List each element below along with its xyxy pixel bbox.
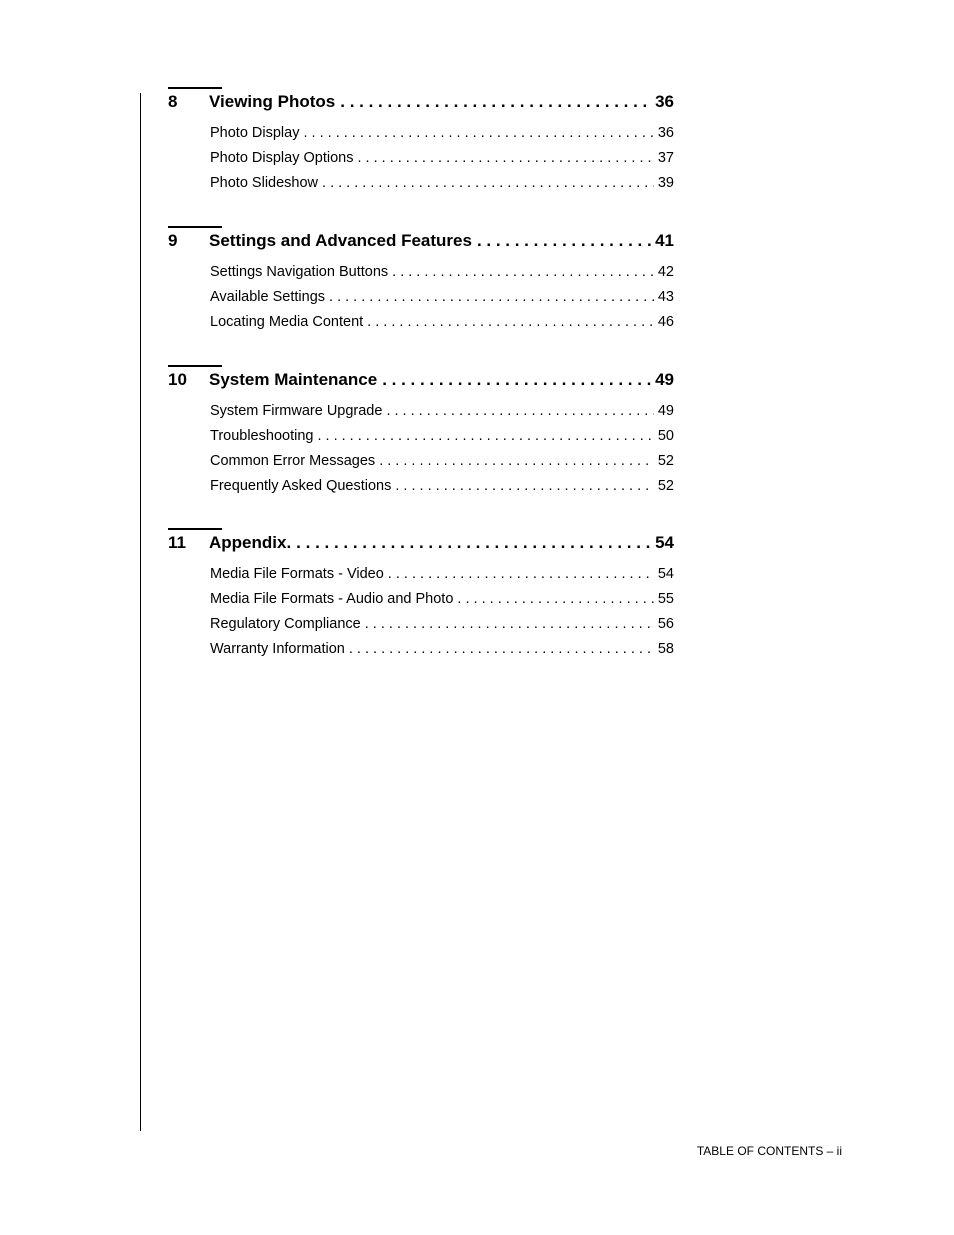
toc-entry[interactable] xyxy=(210,403,674,428)
chapter-title: Viewing Photos xyxy=(209,92,336,111)
page-footer: TABLE OF CONTENTS – ii xyxy=(696,1144,842,1158)
entry-page: 54 xyxy=(657,566,674,582)
entry-page: 43 xyxy=(657,289,674,305)
entry-page: 39 xyxy=(657,175,674,191)
chapter-page: 36 xyxy=(655,92,674,111)
entry-page: 37 xyxy=(657,150,674,166)
chapter-title: Settings and Advanced Features xyxy=(209,231,472,250)
toc-entry[interactable] xyxy=(210,641,674,666)
chapter-number: 10 xyxy=(168,370,187,389)
dot-leader xyxy=(379,453,654,469)
toc-entry[interactable] xyxy=(210,591,674,616)
entry-title: Media File Formats - Video xyxy=(210,566,384,582)
dot-leader xyxy=(322,175,654,191)
chapter-heading[interactable] xyxy=(168,92,674,116)
entry-page: 58 xyxy=(657,641,674,657)
dot-leader xyxy=(329,289,654,305)
entry-page: 46 xyxy=(657,314,674,330)
entry-title: Photo Display xyxy=(210,125,300,141)
entry-title: Settings Navigation Buttons xyxy=(210,264,389,280)
toc-entry[interactable] xyxy=(210,289,674,314)
chapter-title: System Maintenance xyxy=(209,370,378,389)
dot-leader xyxy=(303,125,653,141)
entry-title: Media File Formats - Audio and Photo xyxy=(210,591,454,607)
entry-page: 49 xyxy=(657,403,674,419)
dot-leader xyxy=(392,264,654,280)
toc-entries xyxy=(168,566,674,666)
dot-leader xyxy=(395,478,654,494)
entry-title: Photo Display Options xyxy=(210,150,354,166)
toc-entry[interactable] xyxy=(210,478,674,503)
toc-entry[interactable] xyxy=(210,125,674,150)
chapter-heading[interactable] xyxy=(168,231,674,255)
toc-entry[interactable] xyxy=(210,264,674,289)
chapter-number: 11 xyxy=(168,533,186,552)
section-rule xyxy=(168,365,222,367)
entry-page: 52 xyxy=(657,478,674,494)
entry-page: 56 xyxy=(657,616,674,632)
entry-page: 52 xyxy=(657,453,674,469)
dot-leader xyxy=(382,370,653,390)
entry-title: Photo Slideshow xyxy=(210,175,319,191)
entry-title: Common Error Messages xyxy=(210,453,376,469)
toc-section-8 xyxy=(168,87,674,200)
toc-entries xyxy=(168,264,674,339)
chapter-page: 41 xyxy=(655,231,674,250)
chapter-number: 9 xyxy=(168,231,178,250)
dot-leader xyxy=(477,231,653,251)
entry-title: Frequently Asked Questions xyxy=(210,478,392,494)
toc-entry[interactable] xyxy=(210,453,674,478)
entry-title: Regulatory Compliance xyxy=(210,616,361,632)
chapter-page: 49 xyxy=(655,370,674,389)
dot-leader xyxy=(296,533,653,553)
toc-section-11 xyxy=(168,528,674,666)
dot-leader xyxy=(367,314,654,330)
entry-title: Available Settings xyxy=(210,289,326,305)
toc-entries xyxy=(168,125,674,200)
chapter-heading[interactable] xyxy=(168,370,674,394)
dot-leader xyxy=(365,616,654,632)
entry-title: Locating Media Content xyxy=(210,314,364,330)
entry-page: 42 xyxy=(657,264,674,280)
chapter-page: 54 xyxy=(655,533,674,552)
dot-leader xyxy=(386,403,653,419)
toc-entry[interactable] xyxy=(210,616,674,641)
toc-entry[interactable] xyxy=(210,314,674,339)
toc-entry[interactable] xyxy=(210,175,674,200)
dot-leader xyxy=(317,428,653,444)
dot-leader xyxy=(388,566,654,582)
entry-title: Troubleshooting xyxy=(210,428,314,444)
chapter-heading[interactable] xyxy=(168,533,674,557)
toc-entry[interactable] xyxy=(210,150,674,175)
entry-page: 36 xyxy=(657,125,674,141)
chapter-title: Appendix. xyxy=(209,533,292,552)
dot-leader xyxy=(349,641,654,657)
section-rule xyxy=(168,87,222,89)
chapter-number: 8 xyxy=(168,92,178,111)
toc-entries xyxy=(168,403,674,503)
dot-leader xyxy=(457,591,653,607)
entry-page: 55 xyxy=(657,591,674,607)
dot-leader xyxy=(340,92,653,112)
toc-entry[interactable] xyxy=(210,428,674,453)
dot-leader xyxy=(357,150,653,166)
toc-section-9 xyxy=(168,226,674,339)
section-rule xyxy=(168,528,222,530)
toc-entry[interactable] xyxy=(210,566,674,591)
entry-title: System Firmware Upgrade xyxy=(210,403,383,419)
entry-page: 50 xyxy=(657,428,674,444)
toc-section-10 xyxy=(168,365,674,503)
left-margin-rule xyxy=(140,93,141,1131)
section-rule xyxy=(168,226,222,228)
entry-title: Warranty Information xyxy=(210,641,345,657)
